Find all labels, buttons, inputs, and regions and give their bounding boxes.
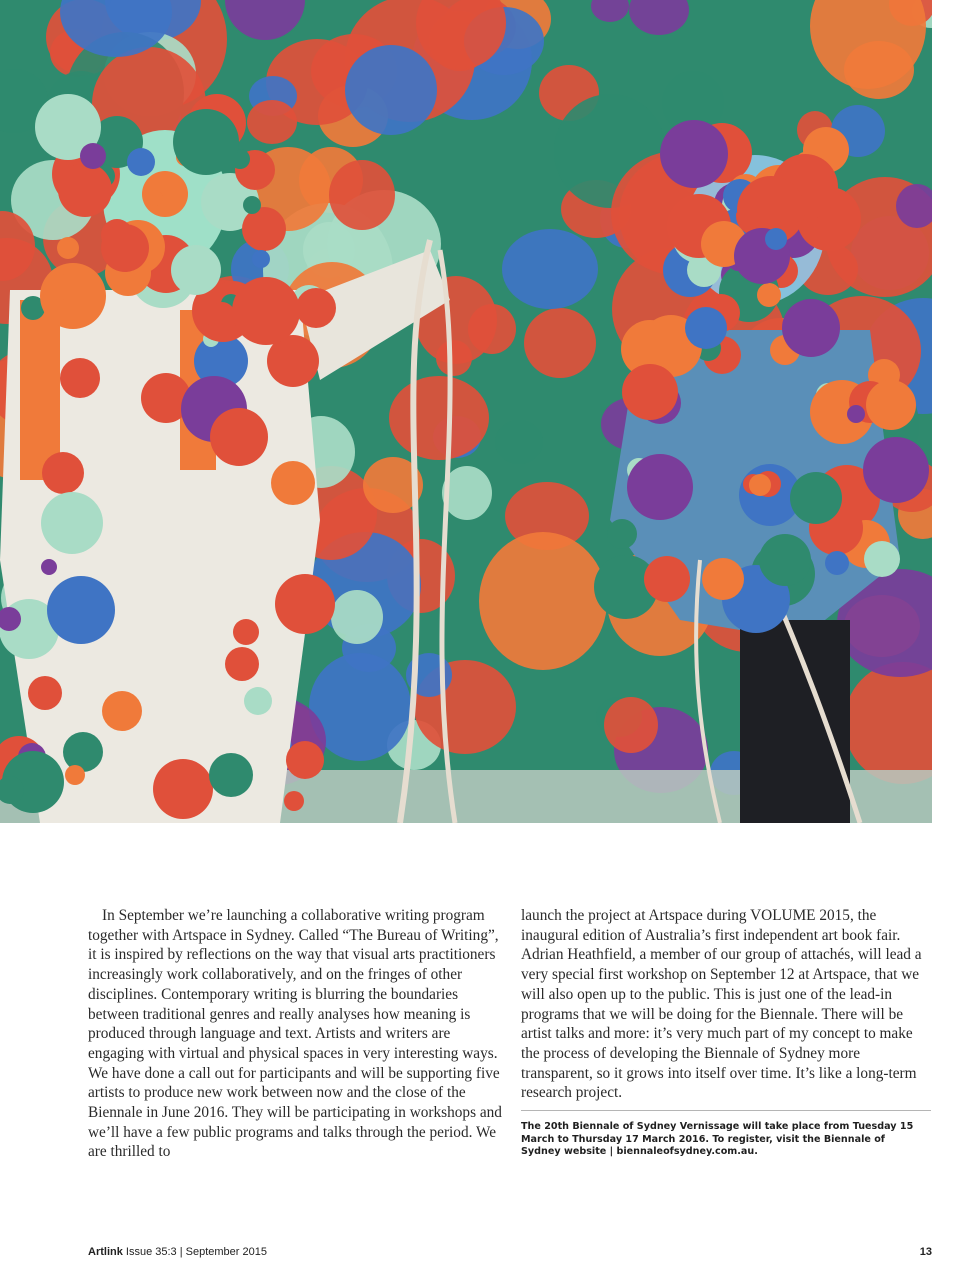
caption-divider: [521, 1110, 931, 1111]
footer-brand: Artlink: [88, 1246, 123, 1258]
article-right-column: launch the project at Artspace during VOLUME 2015, the inaugural edition of Australia’s first independent art book fair. Adrian Heathfield, a member of our group of attachés, will lead a very special first workshop on September 12 at Artspace, that we will also open up to the public. This is just one of the lead-in programs that we will be doing for the Biennale. There will be artist talks and more: it’s very much part of my concept to make the process of developing the Biennale of Sydney more transparent, so it grows into itself over time. It’s like a long-term research project.: [521, 907, 922, 1102]
page-number: 13: [919, 1246, 932, 1258]
event-caption: The 20th Biennale of Sydney Vernissage will take place from Tuesday 15 March to Thursday 17 March 2016. To register, visit the Biennale of Sydney website | biennaleofsydney.com.au.: [521, 1121, 914, 1158]
footer-issue: Issue 35:3 | September 2015: [122, 1246, 267, 1258]
footer-issue-info: [88, 1246, 267, 1258]
article-left-column: In September we’re launching a collaborative writing program together with Artspace in Sydney. Called “The Bureau of Writing”, it is inspired by reflections on the way that visual arts practitioners increasingly work collaboratively, and on the fringes of other disciplines. Contemporary writing is blurring the boundaries between traditional genres and really analyses how meaning is produced through language and text. Artists and writers are engaging with virtual and physical spaces in very interesting ways. We have done a call out for participants and will be supporting five artists to produce new work between now and the close of the Biennale in June 2016. They will be participating in workshops and we’ll have a few public programs and talks through the period. We are thrilled to: [88, 907, 502, 1161]
